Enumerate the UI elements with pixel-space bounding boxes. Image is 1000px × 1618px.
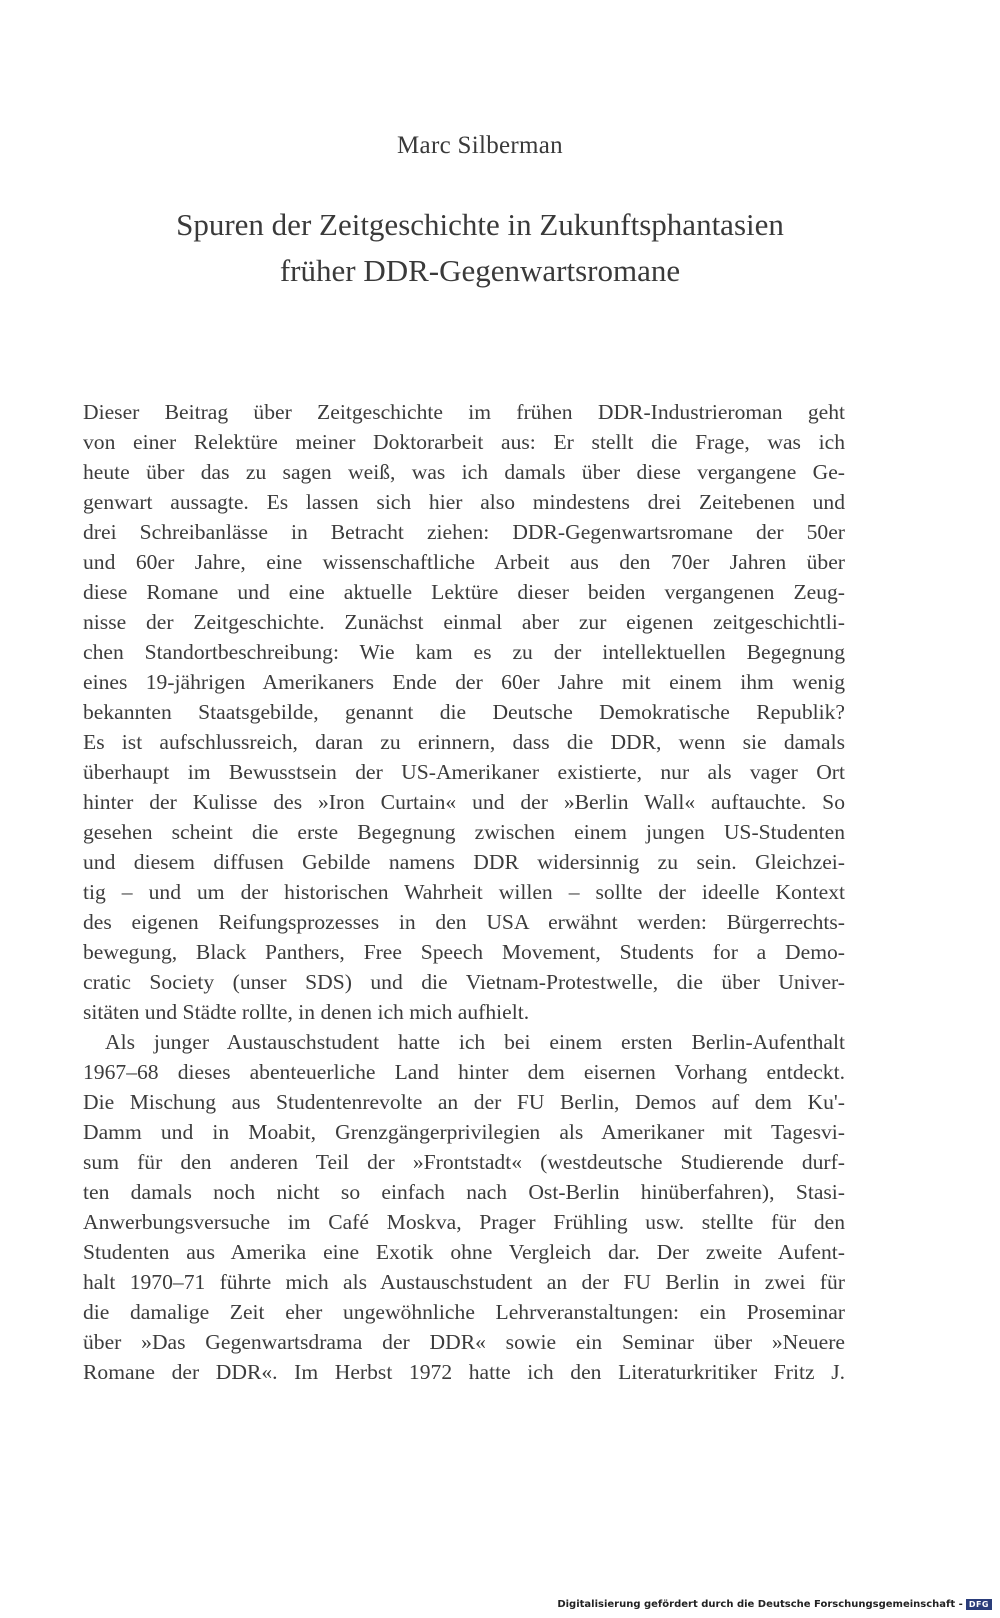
text-line: cratic Society (unser SDS) und die Vietnam-Protestwelle, die über Univer- xyxy=(83,970,845,994)
text-line: Damm und in Moabit, Grenzgängerprivilegien als Amerikaner mit Tagesvi- xyxy=(83,1120,845,1144)
text-line: Studenten aus Amerika eine Exotik ohne Vergleich dar. Der zweite Aufent- xyxy=(83,1240,845,1264)
text-line: Anwerbungsversuche im Café Moskva, Prager Frühling usw. stellte für den xyxy=(83,1210,845,1234)
text-line: bekannten Staatsgebilde, genannt die Deutsche Demokratische Republik? xyxy=(83,700,845,724)
text-line: über »Das Gegenwartsdrama der DDR« sowie ein Seminar über »Neuere xyxy=(83,1330,845,1354)
digitization-footer xyxy=(557,1599,992,1610)
text-line: halt 1970–71 führte mich als Austauschstudent an der FU Berlin in zwei für xyxy=(83,1270,845,1294)
text-line: bewegung, Black Panthers, Free Speech Movement, Students for a Demo- xyxy=(83,940,845,964)
footer-note-text: Digitalisierung gefördert durch die Deutsche Forschungsgemeinschaft - xyxy=(557,1599,963,1610)
title-line-1: Spuren der Zeitgeschichte in Zukunftsphantasien xyxy=(176,207,784,242)
text-line: sum für den anderen Teil der »Frontstadt« (westdeutsche Studierende durf- xyxy=(83,1150,845,1174)
text-line: die damalige Zeit eher ungewöhnliche Lehrveranstaltungen: ein Proseminar xyxy=(83,1300,845,1324)
title-line-2: früher DDR-Gegenwartsromane xyxy=(279,253,681,288)
text-line: drei Schreibanlässe in Betracht ziehen: DDR-Gegenwartsromane der 50er xyxy=(83,520,845,544)
text-line: von einer Relektüre meiner Doktorarbeit aus: Er stellt die Frage, was ich xyxy=(83,430,845,454)
text-line: gesehen scheint die erste Begegnung zwischen einem jungen US-Studenten xyxy=(83,820,845,844)
text-line: Die Mischung aus Studentenrevolte an der FU Berlin, Demos auf dem Ku'- xyxy=(83,1090,845,1114)
text-line: 1967–68 dieses abenteuerliche Land hinter dem eisernen Vorhang entdeckt. xyxy=(83,1060,845,1084)
text-line: Es ist aufschlussreich, daran zu erinnern, dass die DDR, wenn sie damals xyxy=(83,730,845,754)
text-line: und diesem diffusen Gebilde namens DDR widersinnig zu sein. Gleichzei- xyxy=(83,850,845,874)
text-line: tig – und um der historischen Wahrheit willen – sollte der ideelle Kontext xyxy=(83,880,845,904)
text-line: genwart aussagte. Es lassen sich hier also mindestens drei Zeitebenen und xyxy=(83,490,845,514)
text-line: Romane der DDR«. Im Herbst 1972 hatte ich den Literaturkritiker Fritz J. xyxy=(83,1360,845,1384)
text-line: des eigenen Reifungsprozesses in den USA erwähnt werden: Bürgerrechts- xyxy=(83,910,845,934)
text-line: nisse der Zeitgeschichte. Zunächst einmal aber zur eigenen zeitgeschichtli- xyxy=(83,610,845,634)
text-line: heute über das zu sagen weiß, was ich damals über diese vergangene Ge- xyxy=(83,460,845,484)
text-line: ten damals noch nicht so einfach nach Ost-Berlin hinüberfahren), Stasi- xyxy=(83,1180,845,1204)
text-line: Dieser Beitrag über Zeitgeschichte im frühen DDR-Industrieroman geht xyxy=(83,400,845,424)
text-line: und 60er Jahre, eine wissenschaftliche Arbeit aus den 70er Jahren über xyxy=(83,550,845,574)
text-line: chen Standortbeschreibung: Wie kam es zu der intellektuellen Begegnung xyxy=(83,640,845,664)
text-line: diese Romane und eine aktuelle Lektüre dieser beiden vergangenen Zeug- xyxy=(83,580,845,604)
body-text xyxy=(83,397,845,1387)
text-line: sitäten und Städte rollte, in denen ich mich aufhielt. xyxy=(83,1000,530,1024)
author-name: Marc Silberman xyxy=(397,132,563,159)
text-line: hinter der Kulisse des »Iron Curtain« und der »Berlin Wall« auftauchte. So xyxy=(83,790,845,814)
text-line: Als junger Austauschstudent hatte ich bei einem ersten Berlin-Aufenthalt xyxy=(105,1030,845,1054)
dfg-logo: DFG xyxy=(966,1599,992,1610)
text-line: überhaupt im Bewusstsein der US-Amerikaner existierte, nur als vager Ort xyxy=(83,760,845,784)
article-title xyxy=(0,202,960,294)
text-line: eines 19-jährigen Amerikaners Ende der 60er Jahre mit einem ihm wenig xyxy=(83,670,845,694)
